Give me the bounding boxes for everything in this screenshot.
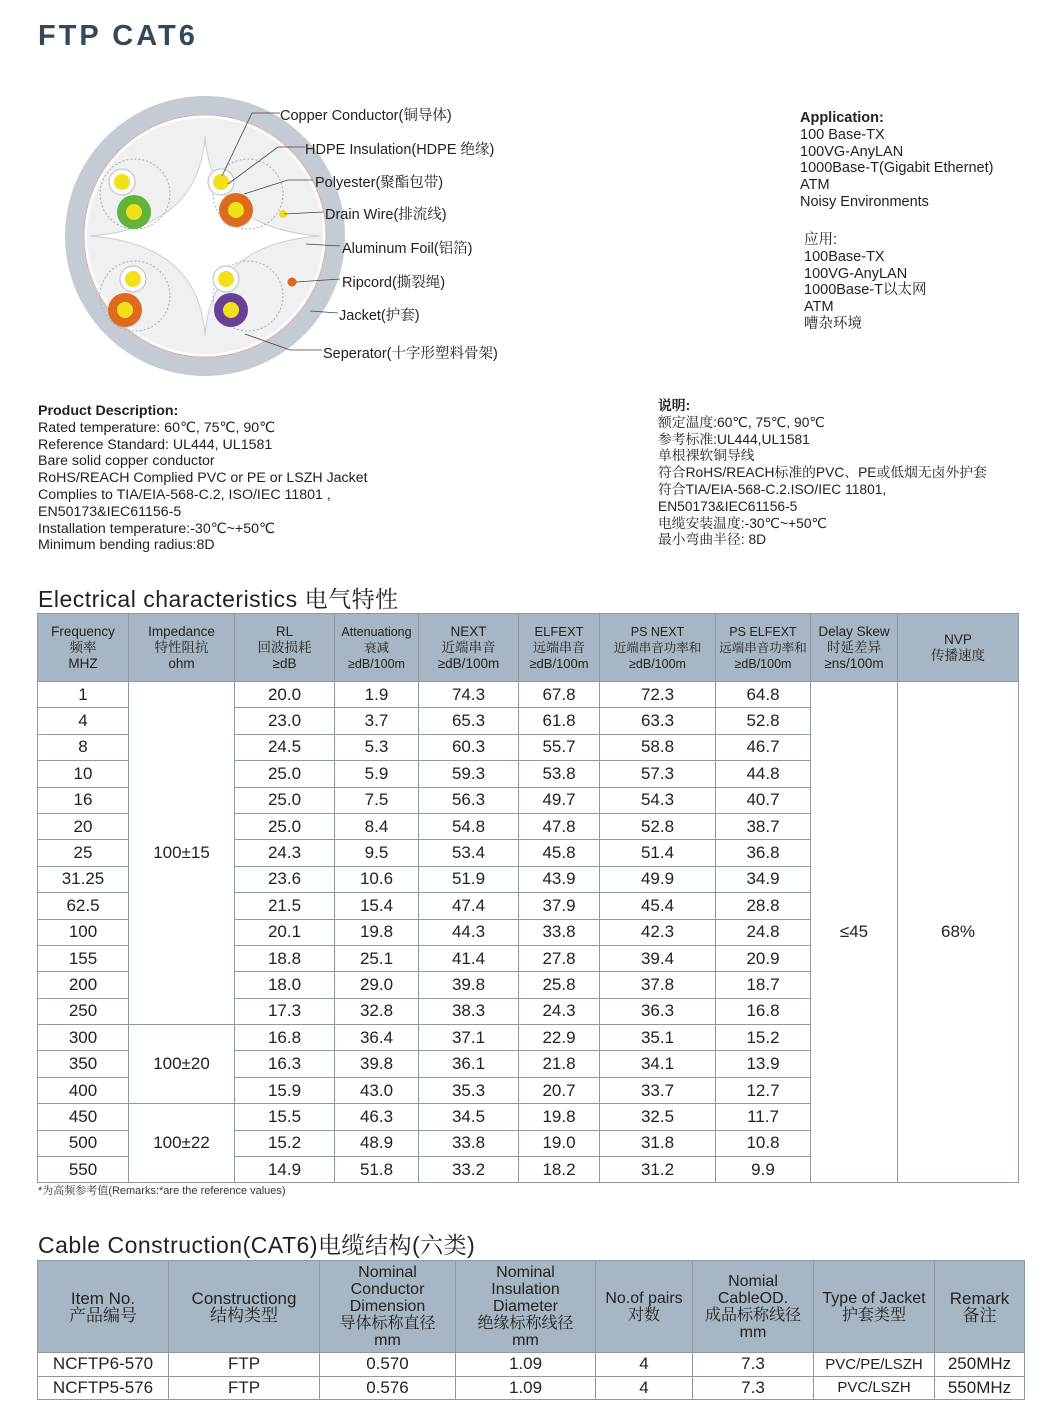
header-rl: RL 回波损耗 ≥dB xyxy=(235,614,335,682)
cell-rl: 18.0 xyxy=(235,972,335,998)
cell-ps-next: 35.1 xyxy=(600,1025,716,1051)
header-ps-elfext: PS ELFEXT 远端串音功率和 ≥dB/100m xyxy=(716,614,811,682)
cell-frequency: 16 xyxy=(38,787,129,813)
cell-cable-od: 7.3 xyxy=(693,1376,814,1400)
cell-impedance: 100±15 xyxy=(129,682,235,1025)
cell-elfext: 24.3 xyxy=(519,998,600,1024)
cell-attenuation: 46.3 xyxy=(335,1104,419,1130)
description-en-heading: Product Description: xyxy=(38,403,179,419)
cell-ps-next: 32.5 xyxy=(600,1104,716,1130)
label-seperator: Seperator(十字形塑料骨架) xyxy=(323,346,498,362)
cell-rl: 14.9 xyxy=(235,1157,335,1183)
cell-ps-elfext: 34.9 xyxy=(716,866,811,892)
description-cn-line: 额定温度:60℃, 75℃, 90℃ xyxy=(658,414,825,430)
product-description-en xyxy=(38,403,368,554)
cell-attenuation: 43.0 xyxy=(335,1077,419,1103)
cell-attenuation: 3.7 xyxy=(335,708,419,734)
cell-attenuation: 36.4 xyxy=(335,1025,419,1051)
application-cn-line: 1000Base-T以太网 xyxy=(804,282,927,299)
electrical-header-row xyxy=(38,614,1019,682)
cell-next: 44.3 xyxy=(419,919,519,945)
header-insulation-diameter: Nominal Insulation Diameter 绝缘标称线径 mm xyxy=(456,1261,596,1353)
cell-rl: 21.5 xyxy=(235,893,335,919)
cell-ps-elfext: 11.7 xyxy=(716,1104,811,1130)
cell-ps-next: 31.2 xyxy=(600,1157,716,1183)
cell-ps-elfext: 18.7 xyxy=(716,972,811,998)
header-item-no: Item No. 产品编号 xyxy=(38,1261,169,1353)
cell-nvp: 68% xyxy=(898,682,1019,1183)
cell-attenuation: 9.5 xyxy=(335,840,419,866)
cell-rl: 25.0 xyxy=(235,787,335,813)
electrical-table-body xyxy=(38,682,1019,1183)
cell-rl: 23.6 xyxy=(235,866,335,892)
cell-next: 37.1 xyxy=(419,1025,519,1051)
cell-ps-next: 34.1 xyxy=(600,1051,716,1077)
header-constructing: Constructiong 结构类型 xyxy=(169,1261,320,1353)
cell-elfext: 43.9 xyxy=(519,866,600,892)
cell-pairs: 4 xyxy=(596,1376,693,1400)
cell-ps-elfext: 46.7 xyxy=(716,734,811,760)
cell-attenuation: 48.9 xyxy=(335,1130,419,1156)
cell-next: 36.1 xyxy=(419,1051,519,1077)
application-en xyxy=(800,110,993,211)
cell-frequency: 250 xyxy=(38,998,129,1024)
cell-attenuation: 51.8 xyxy=(335,1157,419,1183)
cell-frequency: 400 xyxy=(38,1077,129,1103)
cell-ps-elfext: 52.8 xyxy=(716,708,811,734)
application-cn-line: 100Base-TX xyxy=(804,248,885,265)
header-next: NEXT 近端串音 ≥dB/100m xyxy=(419,614,519,682)
cell-elfext: 21.8 xyxy=(519,1051,600,1077)
cell-ps-next: 31.8 xyxy=(600,1130,716,1156)
header-attenuation: Attenuationg 衰减 ≥dB/100m xyxy=(335,614,419,682)
label-copper-conductor: Copper Conductor(铜导体) xyxy=(280,108,452,124)
cell-next: 34.5 xyxy=(419,1104,519,1130)
cell-frequency: 300 xyxy=(38,1025,129,1051)
description-en-line: Minimum bending radius:8D xyxy=(38,537,215,554)
cell-frequency: 20 xyxy=(38,813,129,839)
cell-attenuation: 15.4 xyxy=(335,893,419,919)
cable-construction-table xyxy=(37,1260,1025,1400)
cell-elfext: 47.8 xyxy=(519,813,600,839)
cell-jacket-type: PVC/LSZH xyxy=(814,1376,935,1400)
cell-frequency: 155 xyxy=(38,945,129,971)
table-row xyxy=(38,1376,1025,1400)
cell-rl: 20.0 xyxy=(235,682,335,708)
cell-ps-elfext: 13.9 xyxy=(716,1051,811,1077)
description-en-line: EN50173&IEC61156-5 xyxy=(38,503,182,520)
cell-rl: 18.8 xyxy=(235,945,335,971)
cell-pairs: 4 xyxy=(596,1353,693,1377)
description-en-line: RoHS/REACH Complied PVC or PE or LSZH Jacket xyxy=(38,470,368,487)
cell-next: 33.8 xyxy=(419,1130,519,1156)
cell-next: 56.3 xyxy=(419,787,519,813)
description-cn-line: 电缆安装温度:-30℃~+50℃ xyxy=(658,515,828,531)
cell-frequency: 8 xyxy=(38,734,129,760)
cell-rl: 20.1 xyxy=(235,919,335,945)
cell-ps-next: 45.4 xyxy=(600,893,716,919)
cell-ps-next: 52.8 xyxy=(600,813,716,839)
application-en-line: ATM xyxy=(800,177,830,194)
cell-ps-elfext: 38.7 xyxy=(716,813,811,839)
header-frequency: Frequency 频率 MHZ xyxy=(38,614,129,682)
application-en-line: 100 Base-TX xyxy=(800,126,885,143)
page-title: FTP CAT6 xyxy=(38,20,198,52)
cell-next: 53.4 xyxy=(419,840,519,866)
cell-next: 41.4 xyxy=(419,945,519,971)
description-cn-heading: 说明: xyxy=(658,398,691,413)
cell-rl: 17.3 xyxy=(235,998,335,1024)
header-ps-next: PS NEXT 近端串音功率和 ≥dB/100m xyxy=(600,614,716,682)
cell-item-no: NCFTP6-570 xyxy=(38,1353,169,1377)
label-aluminum-foil: Aluminum Foil(铝箔) xyxy=(342,241,473,257)
cell-attenuation: 19.8 xyxy=(335,919,419,945)
cell-elfext: 49.7 xyxy=(519,787,600,813)
table-row xyxy=(38,1353,1025,1377)
electrical-characteristics-table xyxy=(37,613,1019,1183)
cell-elfext: 53.8 xyxy=(519,761,600,787)
cell-jacket-type: PVC/PE/LSZH xyxy=(814,1353,935,1377)
header-elfext: ELFEXT 远端串音 ≥dB/100m xyxy=(519,614,600,682)
header-cable-od: Nomial CableOD. 成品标称线径 mm xyxy=(693,1261,814,1353)
cell-conductor-dimension: 0.576 xyxy=(320,1376,456,1400)
description-cn-line: 符合TIA/EIA-568-C.2.ISO/IEC 11801, xyxy=(658,481,887,497)
cell-ps-next: 72.3 xyxy=(600,682,716,708)
label-polyester: Polyester(聚酯包带) xyxy=(315,175,444,191)
cell-item-no: NCFTP5-576 xyxy=(38,1376,169,1400)
cell-ps-next: 42.3 xyxy=(600,919,716,945)
cell-rl: 15.9 xyxy=(235,1077,335,1103)
cell-next: 39.8 xyxy=(419,972,519,998)
cell-rl: 15.5 xyxy=(235,1104,335,1130)
cell-ps-elfext: 12.7 xyxy=(716,1077,811,1103)
cell-frequency: 350 xyxy=(38,1051,129,1077)
cell-next: 33.2 xyxy=(419,1157,519,1183)
cell-frequency: 100 xyxy=(38,919,129,945)
application-en-line: 100VG-AnyLAN xyxy=(800,143,904,160)
cell-elfext: 18.2 xyxy=(519,1157,600,1183)
cell-rl: 24.5 xyxy=(235,734,335,760)
cell-attenuation: 29.0 xyxy=(335,972,419,998)
cell-constructing: FTP xyxy=(169,1353,320,1377)
application-cn-line: 100VG-AnyLAN xyxy=(804,265,908,282)
description-en-line: Reference Standard: UL444, UL1581 xyxy=(38,436,273,453)
cell-next: 54.8 xyxy=(419,813,519,839)
cell-elfext: 27.8 xyxy=(519,945,600,971)
cell-attenuation: 25.1 xyxy=(335,945,419,971)
cell-next: 59.3 xyxy=(419,761,519,787)
application-cn-line: 嘈杂环境 xyxy=(804,315,862,332)
cell-ps-elfext: 28.8 xyxy=(716,893,811,919)
cell-frequency: 450 xyxy=(38,1104,129,1130)
cell-frequency: 4 xyxy=(38,708,129,734)
cell-ps-next: 49.9 xyxy=(600,866,716,892)
label-drain-wire: Drain Wire(排流线) xyxy=(325,207,447,223)
label-hdpe-insulation: HDPE Insulation(HDPE 绝缘) xyxy=(305,142,495,158)
cell-ps-elfext: 24.8 xyxy=(716,919,811,945)
cell-rl: 16.8 xyxy=(235,1025,335,1051)
header-delay-skew: Delay Skew 时延差异 ≥ns/100m xyxy=(811,614,898,682)
application-en-line: Noisy Environments xyxy=(800,193,929,210)
cell-ps-next: 51.4 xyxy=(600,840,716,866)
cell-next: 60.3 xyxy=(419,734,519,760)
cell-elfext: 19.0 xyxy=(519,1130,600,1156)
cell-ps-next: 63.3 xyxy=(600,708,716,734)
cell-frequency: 31.25 xyxy=(38,866,129,892)
description-cn-line: 最小弯曲半径: 8D xyxy=(658,532,767,548)
cell-remark: 550MHz xyxy=(935,1376,1025,1400)
cell-next: 51.9 xyxy=(419,866,519,892)
cell-ps-next: 37.8 xyxy=(600,972,716,998)
cell-next: 35.3 xyxy=(419,1077,519,1103)
cell-ps-next: 33.7 xyxy=(600,1077,716,1103)
table-row xyxy=(38,682,1019,708)
cell-frequency: 1 xyxy=(38,682,129,708)
cell-ps-elfext: 16.8 xyxy=(716,998,811,1024)
cell-next: 47.4 xyxy=(419,893,519,919)
cell-attenuation: 39.8 xyxy=(335,1051,419,1077)
cell-insulation-diameter: 1.09 xyxy=(456,1376,596,1400)
cell-attenuation: 8.4 xyxy=(335,813,419,839)
application-cn-line: ATM xyxy=(804,299,834,316)
construction-header-row xyxy=(38,1261,1025,1353)
cell-rl: 25.0 xyxy=(235,813,335,839)
cell-ps-next: 36.3 xyxy=(600,998,716,1024)
application-en-line: 1000Base-T(Gigabit Ethernet) xyxy=(800,160,994,177)
cell-attenuation: 5.9 xyxy=(335,761,419,787)
cell-next: 65.3 xyxy=(419,708,519,734)
cell-ps-elfext: 15.2 xyxy=(716,1025,811,1051)
cell-ps-elfext: 20.9 xyxy=(716,945,811,971)
description-en-line: Rated temperature: 60℃, 75℃, 90℃ xyxy=(38,419,276,436)
header-remark: Remark 备注 xyxy=(935,1261,1025,1353)
cell-attenuation: 1.9 xyxy=(335,682,419,708)
cell-conductor-dimension: 0.570 xyxy=(320,1353,456,1377)
cell-elfext: 45.8 xyxy=(519,840,600,866)
cell-attenuation: 5.3 xyxy=(335,734,419,760)
cell-elfext: 19.8 xyxy=(519,1104,600,1130)
application-cn xyxy=(804,232,927,333)
cell-ps-next: 39.4 xyxy=(600,945,716,971)
cell-ps-elfext: 36.8 xyxy=(716,840,811,866)
cell-ps-next: 57.3 xyxy=(600,761,716,787)
cell-frequency: 25 xyxy=(38,840,129,866)
product-description-cn xyxy=(658,398,987,549)
cell-rl: 16.3 xyxy=(235,1051,335,1077)
cell-frequency: 62.5 xyxy=(38,893,129,919)
cell-ps-elfext: 10.8 xyxy=(716,1130,811,1156)
cell-ps-next: 58.8 xyxy=(600,734,716,760)
cell-impedance: 100±22 xyxy=(129,1104,235,1183)
construction-section-heading: Cable Construction(CAT6)电缆结构(六类) xyxy=(38,1232,476,1258)
header-impedance: Impedance 特性阻抗 ohm xyxy=(129,614,235,682)
cell-elfext: 20.7 xyxy=(519,1077,600,1103)
cell-attenuation: 7.5 xyxy=(335,787,419,813)
cell-elfext: 37.9 xyxy=(519,893,600,919)
description-cn-line: 单根裸软铜导线 xyxy=(658,448,755,464)
cell-elfext: 55.7 xyxy=(519,734,600,760)
cell-cable-od: 7.3 xyxy=(693,1353,814,1377)
description-cn-line: 符合RoHS/REACH标准的PVC、PE或低烟无卤外护套 xyxy=(658,465,987,481)
header-jacket-type: Type of Jacket 护套类型 xyxy=(814,1261,935,1353)
application-cn-heading: 应用: xyxy=(804,232,838,248)
cell-delay-skew: ≤45 xyxy=(811,682,898,1183)
cell-ps-elfext: 9.9 xyxy=(716,1157,811,1183)
reference-remark: *为高频参考值(Remarks:*are the reference values) xyxy=(38,1185,286,1197)
cell-elfext: 67.8 xyxy=(519,682,600,708)
description-en-line: Bare solid copper conductor xyxy=(38,453,215,470)
cell-next: 74.3 xyxy=(419,682,519,708)
cell-insulation-diameter: 1.09 xyxy=(456,1353,596,1377)
cell-rl: 25.0 xyxy=(235,761,335,787)
cell-elfext: 61.8 xyxy=(519,708,600,734)
description-cn-line: 参考标准:UL444,UL1581 xyxy=(658,431,810,447)
cell-ps-elfext: 64.8 xyxy=(716,682,811,708)
cell-frequency: 200 xyxy=(38,972,129,998)
cell-elfext: 22.9 xyxy=(519,1025,600,1051)
cell-ps-elfext: 40.7 xyxy=(716,787,811,813)
application-en-heading: Application: xyxy=(800,110,884,126)
cell-impedance: 100±20 xyxy=(129,1025,235,1104)
cell-rl: 24.3 xyxy=(235,840,335,866)
cell-constructing: FTP xyxy=(169,1376,320,1400)
construction-table-body xyxy=(38,1353,1025,1400)
cell-elfext: 33.8 xyxy=(519,919,600,945)
cell-rl: 15.2 xyxy=(235,1130,335,1156)
cell-elfext: 25.8 xyxy=(519,972,600,998)
ripcord-dot xyxy=(288,278,297,287)
header-pairs: No.of pairs 对数 xyxy=(596,1261,693,1353)
cell-remark: 250MHz xyxy=(935,1353,1025,1377)
label-jacket: Jacket(护套) xyxy=(339,308,420,324)
header-conductor-dimension: Nominal Conductor Dimension 导体标称直径 mm xyxy=(320,1261,456,1353)
cell-ps-next: 54.3 xyxy=(600,787,716,813)
electrical-section-heading: Electrical characteristics 电气特性 xyxy=(38,586,399,612)
cell-rl: 23.0 xyxy=(235,708,335,734)
cell-attenuation: 10.6 xyxy=(335,866,419,892)
cell-frequency: 10 xyxy=(38,761,129,787)
description-en-line: Installation temperature:-30℃~+50℃ xyxy=(38,520,275,537)
cell-frequency: 500 xyxy=(38,1130,129,1156)
description-en-line: Complies to TIA/EIA-568-C.2, ISO/IEC 11801 , xyxy=(38,486,331,503)
header-nvp: NVP 传播速度 xyxy=(898,614,1019,682)
cell-attenuation: 32.8 xyxy=(335,998,419,1024)
label-ripcord: Ripcord(撕裂绳) xyxy=(342,275,446,291)
cell-next: 38.3 xyxy=(419,998,519,1024)
description-cn-line: EN50173&IEC61156-5 xyxy=(658,498,798,514)
cell-ps-elfext: 44.8 xyxy=(716,761,811,787)
cell-frequency: 550 xyxy=(38,1157,129,1183)
